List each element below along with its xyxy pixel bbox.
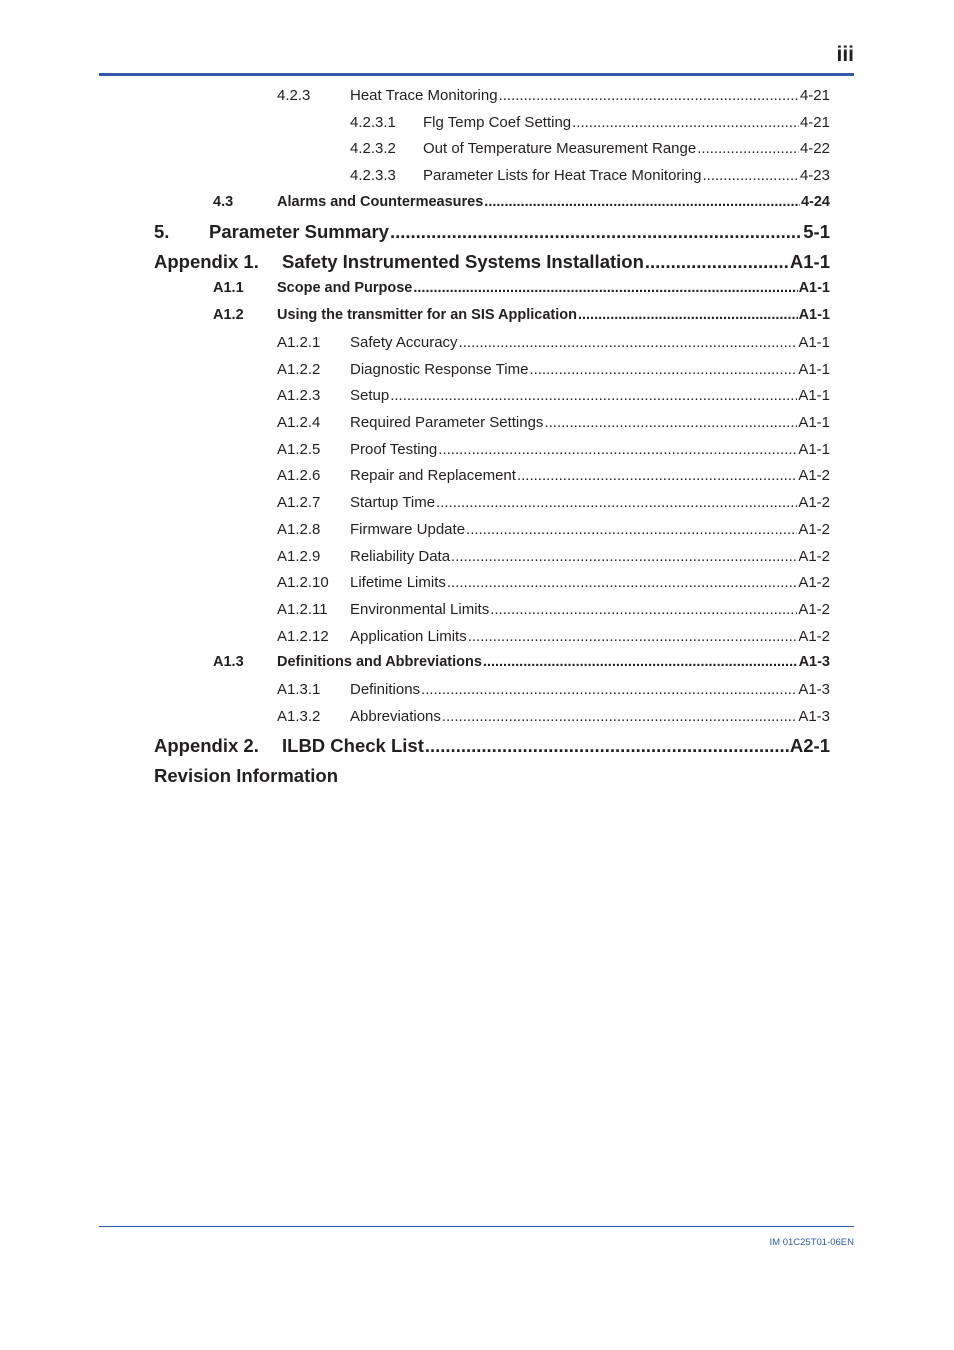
toc-entry-page: 4-21 (799, 114, 830, 131)
toc-entry-title: Flg Temp Coef Setting (423, 114, 572, 131)
toc-entry-page: A1-1 (798, 307, 830, 323)
toc-entry-number: A1.2.11 (277, 601, 328, 618)
toc-entry-page: A1-2 (798, 601, 830, 618)
toc-entry-title: Setup (350, 387, 390, 404)
dot-leader (438, 441, 797, 458)
toc-entry-number: A1.1 (213, 280, 244, 296)
toc-entry-title: Out of Temperature Measurement Range (423, 140, 697, 157)
toc-entry[interactable] (277, 601, 830, 618)
toc-entry[interactable] (277, 441, 830, 458)
toc-entry[interactable] (277, 387, 830, 404)
toc-entry-title: Reliability Data (350, 548, 451, 565)
toc-entry[interactable] (350, 140, 830, 157)
dot-leader (459, 334, 798, 351)
dot-leader (390, 387, 797, 404)
dot-leader (468, 628, 798, 645)
dot-leader (466, 521, 797, 538)
dot-leader (490, 601, 797, 618)
toc-entry-number: A1.2.10 (277, 574, 329, 591)
toc-entry-title: Abbreviations (350, 708, 441, 725)
dot-leader (529, 361, 797, 378)
toc-entry-number: A1.3.1 (277, 681, 321, 698)
toc-entry-title: Safety Accuracy (350, 334, 458, 351)
toc-entry-number: 4.2.3 (277, 87, 311, 104)
toc-entry-page: 4-23 (799, 167, 830, 184)
dot-leader (483, 654, 798, 670)
toc-entry-number: 4.2.3.3 (350, 167, 396, 184)
toc-entry[interactable] (277, 628, 830, 645)
dot-leader (425, 735, 789, 757)
toc-entry[interactable] (277, 574, 830, 591)
dot-leader (436, 494, 797, 511)
toc-entry-title: Startup Time (350, 494, 436, 511)
toc-entry-number: Appendix 1. (154, 251, 259, 272)
toc-entry-number: A1.2.9 (277, 548, 321, 565)
toc-entry-number: A1.2.4 (277, 414, 321, 431)
toc-entry-title: Application Limits (350, 628, 467, 645)
toc-entry[interactable] (277, 334, 830, 351)
footer-rule (99, 1226, 854, 1227)
toc-entry-page: A1-2 (798, 494, 830, 511)
toc-entry-page: 4-21 (799, 87, 830, 104)
toc-entry-title: Parameter Summary (209, 221, 389, 242)
toc-entry-page: A2-1 (789, 735, 830, 756)
toc-entry-number: A1.3 (213, 654, 244, 670)
dot-leader (484, 194, 800, 210)
toc-entry-page: 4-22 (799, 140, 830, 157)
toc-entry-page: A1-1 (798, 414, 830, 431)
dot-leader (421, 681, 797, 698)
toc-entry[interactable] (277, 681, 830, 698)
dot-leader (451, 548, 797, 565)
toc-entry-number: A1.2.12 (277, 628, 329, 645)
toc-entry-number: A1.2 (213, 307, 244, 323)
toc-entry[interactable] (213, 654, 830, 670)
toc-entry-number: A1.2.8 (277, 521, 321, 538)
toc-entry[interactable] (277, 361, 830, 378)
toc-entry-page: A1-3 (798, 654, 830, 670)
toc-entry-number: A1.2.2 (277, 361, 321, 378)
dot-leader (447, 574, 797, 591)
header-rule (99, 73, 854, 76)
toc-entry-title: Definitions and Abbreviations (277, 654, 482, 670)
toc-entry[interactable] (277, 467, 830, 484)
toc-entry-number: A1.3.2 (277, 708, 321, 725)
page-number: iii (836, 43, 854, 66)
toc-entry-title: Heat Trace Monitoring (350, 87, 498, 104)
toc-entry[interactable] (350, 167, 830, 184)
toc-entry-page: A1-1 (798, 334, 830, 351)
toc-entry-page: A1-2 (798, 628, 830, 645)
toc-entry-title: Safety Instrumented Systems Installation (282, 251, 644, 272)
document-code: IM 01C25T01-06EN (769, 1237, 854, 1248)
toc-entry-number: Appendix 2. (154, 735, 259, 756)
toc-entry[interactable] (277, 521, 830, 538)
toc-entry-title: Parameter Lists for Heat Trace Monitoring (423, 167, 702, 184)
toc-entry-number: 4.3 (213, 194, 234, 210)
toc-entry-page: A1-1 (798, 280, 830, 296)
toc-entry-page: A1-3 (798, 681, 830, 698)
toc-entry-title: Repair and Replacement (350, 467, 516, 484)
toc-entry-page: A1-2 (798, 548, 830, 565)
dot-leader (572, 114, 799, 131)
toc-entry-page: A1-1 (798, 387, 830, 404)
toc-entry-number: A1.2.7 (277, 494, 321, 511)
dot-leader (702, 167, 799, 184)
toc-entry[interactable] (277, 494, 830, 511)
toc-entry-page: A1-1 (789, 251, 830, 272)
toc-entry[interactable] (154, 251, 830, 273)
toc-entry[interactable] (154, 735, 830, 757)
toc-entry[interactable] (277, 708, 830, 725)
toc-entry-title: Using the transmitter for an SIS Application (277, 307, 577, 323)
toc-entry-number: 4.2.3.2 (350, 140, 396, 157)
toc-entry-title: ILBD Check List (282, 735, 424, 756)
toc-entry[interactable] (213, 307, 830, 323)
toc-entry[interactable] (154, 221, 830, 243)
toc-entry-page: 5-1 (803, 221, 830, 242)
toc-entry-title: Lifetime Limits (350, 574, 446, 591)
toc-entry-number: 5. (154, 221, 170, 242)
toc-entry-page: A1-2 (798, 521, 830, 538)
toc-entry-page: A1-2 (798, 467, 830, 484)
toc-entry-page: A1-1 (798, 441, 830, 458)
toc-entry[interactable] (277, 548, 830, 565)
dot-leader (645, 251, 789, 273)
dot-leader (413, 280, 797, 296)
dot-leader (442, 708, 797, 725)
dot-leader (517, 467, 797, 484)
toc-entry-title: Scope and Purpose (277, 280, 413, 296)
toc-entry-number: A1.2.3 (277, 387, 321, 404)
dot-leader (544, 414, 797, 431)
toc-entry-revision-information[interactable]: Revision Information (154, 765, 338, 786)
toc-entry-page: 4-24 (800, 194, 830, 210)
toc-entry-number: A1.2.5 (277, 441, 321, 458)
toc-entry[interactable] (350, 114, 830, 131)
toc-entry-title: Alarms and Countermeasures (277, 194, 484, 210)
toc-entry-page: A1-1 (798, 361, 830, 378)
toc-entry-title: Firmware Update (350, 521, 466, 538)
dot-leader (697, 140, 799, 157)
toc-entry-title: Environmental Limits (350, 601, 490, 618)
toc-entry-title: Required Parameter Settings (350, 414, 544, 431)
toc-entry[interactable] (213, 280, 830, 296)
toc-entry-title: Proof Testing (350, 441, 438, 458)
toc-entry[interactable] (277, 414, 830, 431)
toc-entry-page: A1-3 (798, 708, 830, 725)
toc-entry-title: Definitions (350, 681, 421, 698)
toc-entry-number: A1.2.6 (277, 467, 321, 484)
toc-entry-number: A1.2.1 (277, 334, 321, 351)
toc-entry[interactable] (213, 194, 830, 210)
dot-leader (499, 87, 799, 104)
toc-entry[interactable] (277, 87, 830, 104)
toc-entry-page: A1-2 (798, 574, 830, 591)
dot-leader (390, 221, 802, 243)
dot-leader (578, 307, 798, 323)
toc-entry-title: Diagnostic Response Time (350, 361, 529, 378)
toc-entry-number: 4.2.3.1 (350, 114, 396, 131)
